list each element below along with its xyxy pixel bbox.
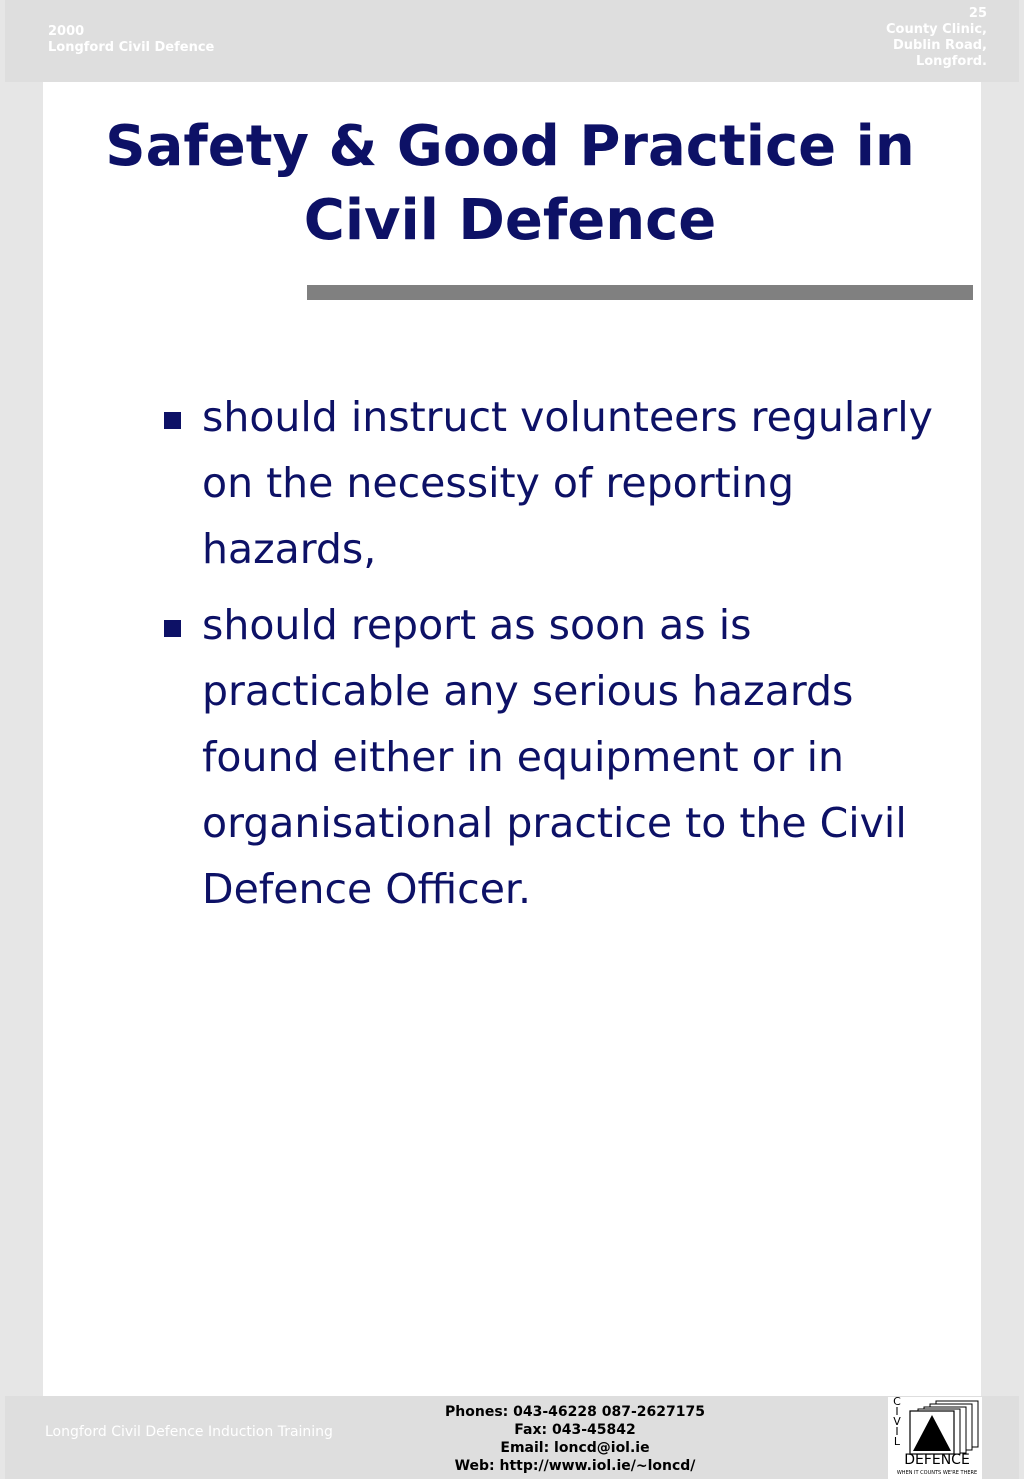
bullet-text: should report as soon as is practicable any serious hazards found either in equipment or in organisational practice to the Civil Defence Officer. (202, 601, 907, 913)
header-page-number: 25 (968, 6, 987, 21)
header-address-line: Dublin Road, (892, 38, 987, 53)
logo-tagline: WHEN IT COUNTS WE'RE THERE (896, 1470, 978, 1476)
logo-defence-word: DEFENCE (904, 1452, 970, 1468)
footer-email: Email: loncd@iol.ie (500, 1440, 650, 1456)
footer-phones: Phones: 043-46228 087-2627175 (445, 1404, 705, 1420)
header-year: 2000 (48, 24, 85, 39)
logo-letter: L (893, 1435, 901, 1448)
header-organisation: Longford Civil Defence (48, 40, 215, 55)
header-right (886, 6, 987, 70)
footer-fax: Fax: 043-45842 (514, 1422, 636, 1438)
footer-contact-block (420, 1403, 730, 1475)
stacked-cards-triangle-icon (906, 1399, 982, 1455)
square-bullet-icon (164, 412, 181, 429)
header-left (48, 24, 214, 56)
title-underline-rule (307, 285, 973, 300)
civil-defence-logo (888, 1397, 982, 1479)
logo-letter: I (895, 1425, 899, 1438)
bullet-item (160, 384, 950, 582)
left-margin-band (0, 0, 43, 1479)
footer-web: Web: http://www.iol.ie/~loncd/ (454, 1458, 696, 1474)
logo-letter: I (895, 1405, 899, 1418)
bullet-text: should instruct volunteers regularly on the necessity of reporting hazards, (202, 393, 933, 573)
bullet-item (160, 592, 950, 922)
logo-letter: V (893, 1415, 901, 1428)
logo-letter: C (893, 1395, 901, 1408)
footer-course-name: Longford Civil Defence Induction Training (45, 1424, 333, 1440)
header-address-line: Longford. (915, 54, 987, 69)
slide-title-line: Civil Defence (303, 188, 717, 253)
slide-title-line: Safety & Good Practice in (105, 114, 915, 179)
slide-title (60, 110, 960, 258)
square-bullet-icon (164, 620, 181, 637)
right-margin-band (981, 0, 1024, 1479)
logo-vertical-word (889, 1397, 905, 1447)
bullet-list (160, 384, 950, 932)
header-address-line: County Clinic, (885, 22, 987, 37)
